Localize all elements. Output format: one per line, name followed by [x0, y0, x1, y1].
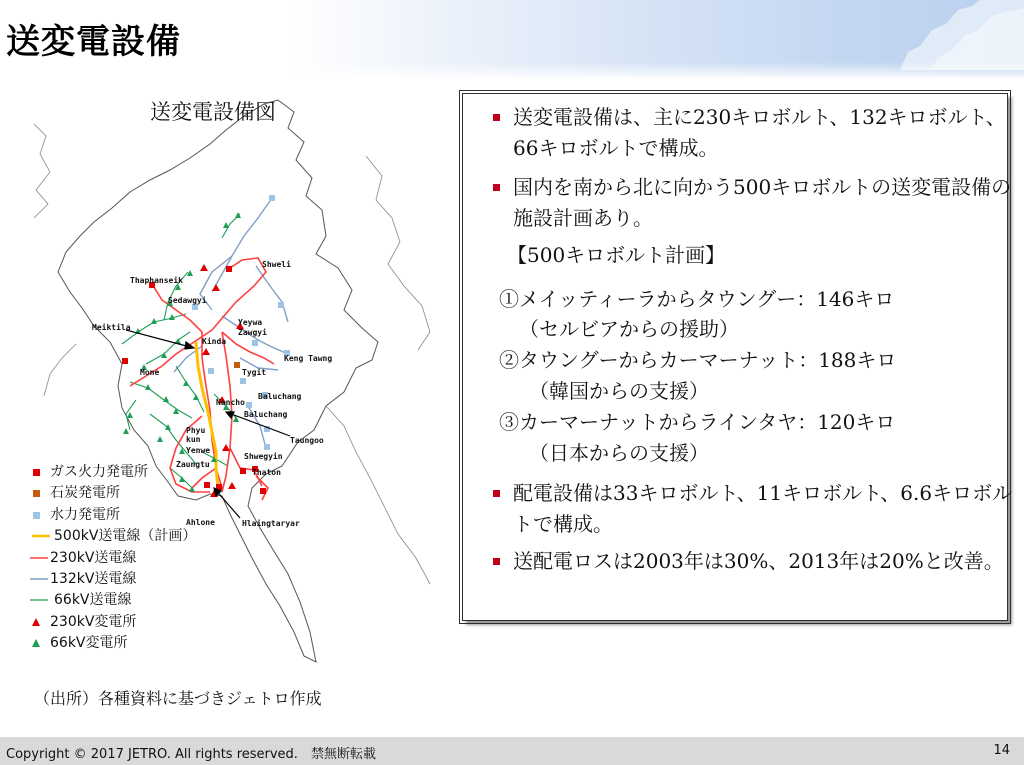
legend-item: [26, 569, 226, 590]
legend-item: [26, 462, 226, 483]
info-bullet: 国内を南から北に向かう500キロボルトの送変電設備の施設計画あり。: [493, 172, 1013, 234]
legend-item: [26, 590, 226, 611]
place-label: Thaphanseik: [130, 276, 183, 285]
place-label: Ahlone: [186, 518, 215, 527]
legend-label: 132kV送電線: [50, 570, 137, 587]
legend-label: 石炭発電所: [50, 485, 120, 502]
place-label: Hlaingtaryar: [242, 519, 300, 528]
place-label: Taungoo: [290, 436, 324, 445]
place-label: Shweli: [262, 260, 291, 269]
legend-label: 66kV送電線: [54, 592, 132, 609]
legend-item: [26, 483, 226, 504]
place-label: Yenwe: [186, 446, 211, 455]
place-label: Kinda: [202, 337, 227, 346]
place-label: Phyu kun: [186, 426, 206, 444]
plan-item-note: （韓国からの支援）: [529, 379, 709, 403]
header-fade: [0, 62, 1024, 80]
place-label: Shwegyin: [244, 452, 283, 461]
map-title: 送変電設備図: [150, 100, 276, 124]
legend-item: [26, 505, 226, 526]
copyright: Copyright © 2017 JETRO. All rights reserved. 禁無断転載: [6, 747, 376, 762]
legend-label: 水力発電所: [50, 506, 120, 523]
legend-label: ガス火力発電所: [50, 464, 148, 480]
place-label: Tygit: [242, 368, 267, 377]
map-legend: [26, 462, 226, 655]
plan-item: ①メイッティーラからタウングー：146キロ: [499, 287, 895, 311]
info-box: [462, 93, 1013, 621]
legend-label: 66kV変電所: [50, 635, 128, 652]
page-number: 14: [993, 743, 1010, 758]
info-bullet: 送変電設備は、主に230キロボルト、132キロボルト、66キロボルトで構成。: [493, 102, 1013, 164]
plan-heading: 【500キロボルト計画】: [507, 243, 726, 267]
place-label: Zaungtu: [176, 460, 210, 469]
source-note: （出所）各種資料に基づきジェトロ作成: [34, 689, 322, 708]
place-label: Sedawgyi: [168, 296, 207, 305]
legend-item: [26, 633, 226, 654]
info-bullet: 配電設備は33キロボルト、11キロボルト、6.6キロボルトで構成。: [493, 478, 1013, 540]
plan-item-note: （セルビアからの援助）: [519, 317, 739, 341]
legend-label: 500kV送電線（計画）: [54, 528, 197, 545]
legend-item: [26, 548, 226, 569]
place-label: Keng Tawng: [284, 354, 333, 363]
place-label: Yeywa: [238, 318, 263, 327]
legend-label: 230kV変電所: [50, 613, 137, 630]
legend-item: [26, 526, 226, 547]
place-label: Baluchang: [244, 410, 288, 419]
plan-item: ②タウングーからカーマーナット：188キロ: [499, 348, 897, 372]
info-bullet: 送配電ロスは2003年は30%、2013年は20%と改善。: [493, 546, 1013, 577]
place-label: Nancho: [216, 398, 245, 407]
legend-item: [26, 612, 226, 633]
footer: [0, 737, 1024, 765]
legend-label: 230kV送電線: [50, 549, 137, 566]
map-area: [26, 96, 454, 680]
place-label: Baluchang: [258, 392, 302, 401]
plan-item: ③カーマーナットからラインタヤ：120キロ: [499, 410, 896, 434]
place-label: Thaton: [252, 468, 281, 477]
plan-item-note: （日本からの支援）: [529, 441, 709, 465]
header-map-graphic: [880, 0, 1024, 70]
place-label: Meiktila: [92, 323, 131, 332]
place-label: Mone: [140, 368, 160, 377]
place-label: Zawgyi: [238, 328, 267, 337]
page-title: 送変電設備: [6, 22, 181, 62]
